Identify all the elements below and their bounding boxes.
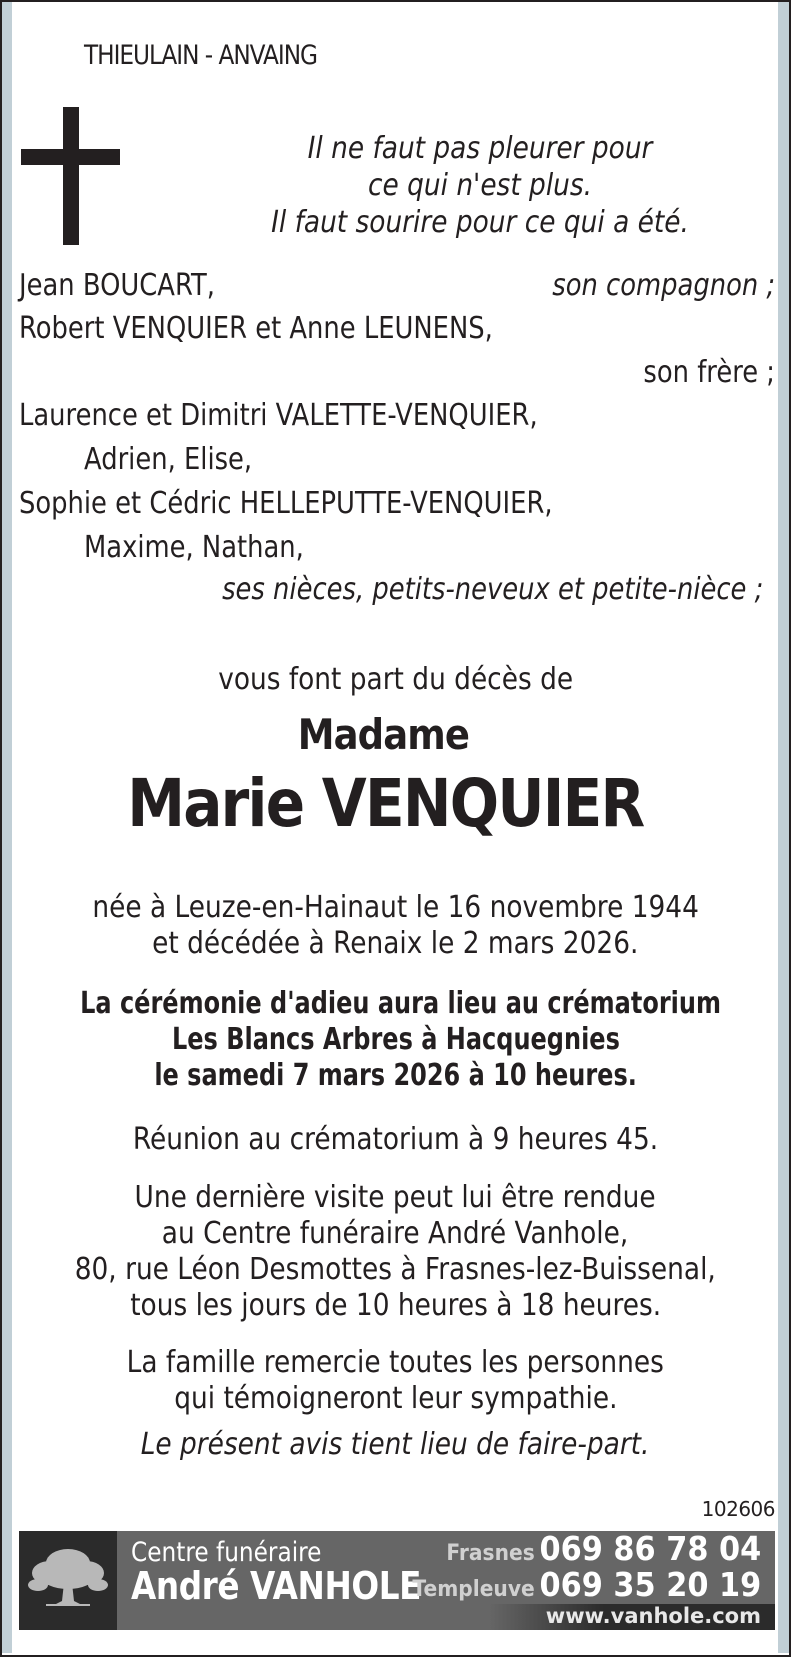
visit-line: au Centre funéraire André Vanhole, (162, 1216, 629, 1251)
phone-frasnes (446, 1531, 761, 1568)
announcement-intro (0, 662, 791, 698)
quote-line: Il faut sourire pour ce qui a été. (271, 205, 689, 240)
cross-horizontal-bar (21, 149, 120, 165)
ceremony-line: le samedi 7 mars 2026 à 10 heures. (154, 1058, 637, 1093)
phone-number[interactable]: 069 86 78 04 (539, 1531, 761, 1568)
family-member: Sophie et Cédric HELLEPUTTE-VENQUIER, (19, 486, 553, 521)
family-member: Maxime, Nathan, (84, 530, 304, 565)
logo-box (19, 1531, 117, 1630)
family-member: Robert VENQUIER et Anne LEUNENS, (19, 311, 493, 346)
birth-death-dates (0, 890, 791, 962)
family-thanks (0, 1345, 791, 1417)
thanks-line: La famille remercie toutes les personnes (126, 1345, 665, 1380)
meeting-info (0, 1122, 791, 1158)
family-relation: son frère ; (643, 355, 775, 390)
faire-part-notice (0, 1427, 791, 1463)
ceremony-info (0, 986, 791, 1094)
phone-number[interactable]: 069 35 20 19 (539, 1565, 761, 1604)
family-member: Adrien, Elise, (84, 442, 253, 477)
funeral-home-banner (19, 1531, 775, 1630)
announcement-intro-text: vous font part du décès de (218, 662, 573, 697)
website-link[interactable]: www.vanhole.com (545, 1604, 761, 1628)
deceased-title (0, 710, 779, 759)
quote-line: ce qui n'est plus. (367, 168, 593, 203)
family-member: Jean BOUCART, (19, 268, 215, 303)
family-member: Laurence et Dimitri VALETTE-VENQUIER, (19, 398, 538, 433)
ceremony-line: La cérémonie d'adieu aura lieu au crématorium (80, 986, 721, 1021)
phone-templeuve (412, 1565, 761, 1604)
meeting-text: Réunion au crématorium à 9 heures 45. (132, 1122, 659, 1157)
tree-icon (24, 1543, 112, 1613)
family-relation: ses nièces, petits-neveux et petite-nièce ; (221, 572, 763, 607)
deceased-name-text: Marie VENQUIER (127, 765, 644, 842)
deceased-title-text: Madame (297, 710, 470, 759)
phone-label: Frasnes (446, 1541, 535, 1566)
phone-label: Templeuve (412, 1577, 535, 1602)
ceremony-line: Les Blancs Arbres à Hacquegnies (171, 1022, 620, 1057)
family-relation: son compagnon ; (552, 268, 775, 303)
notice-text: Le présent avis tient lieu de faire-part. (141, 1427, 650, 1462)
location-heading: THIEULAIN - ANVAING (84, 40, 318, 71)
cross-vertical-bar (63, 107, 79, 245)
thanks-line: qui témoigneront leur sympathie. (173, 1381, 618, 1416)
visit-line: tous les jours de 10 heures à 18 heures. (130, 1288, 661, 1323)
quote-line: Il ne faut pas pleurer pour (307, 131, 653, 166)
visit-line: 80, rue Léon Desmottes à Frasnes-lez-Buissenal, (74, 1252, 717, 1287)
death-line: et décédée à Renaix le 2 mars 2026. (152, 926, 639, 961)
company-name: André VANHOLE (131, 1564, 422, 1608)
deceased-name (0, 765, 781, 842)
reference-number: 102606 (701, 1497, 775, 1521)
company-line1: Centre funéraire (131, 1537, 322, 1568)
birth-line: née à Leuze-en-Hainaut le 16 novembre 1944 (92, 890, 699, 925)
memorial-quote (234, 130, 727, 241)
visit-info (0, 1180, 791, 1324)
visit-line: Une dernière visite peut lui être rendue (134, 1180, 657, 1215)
